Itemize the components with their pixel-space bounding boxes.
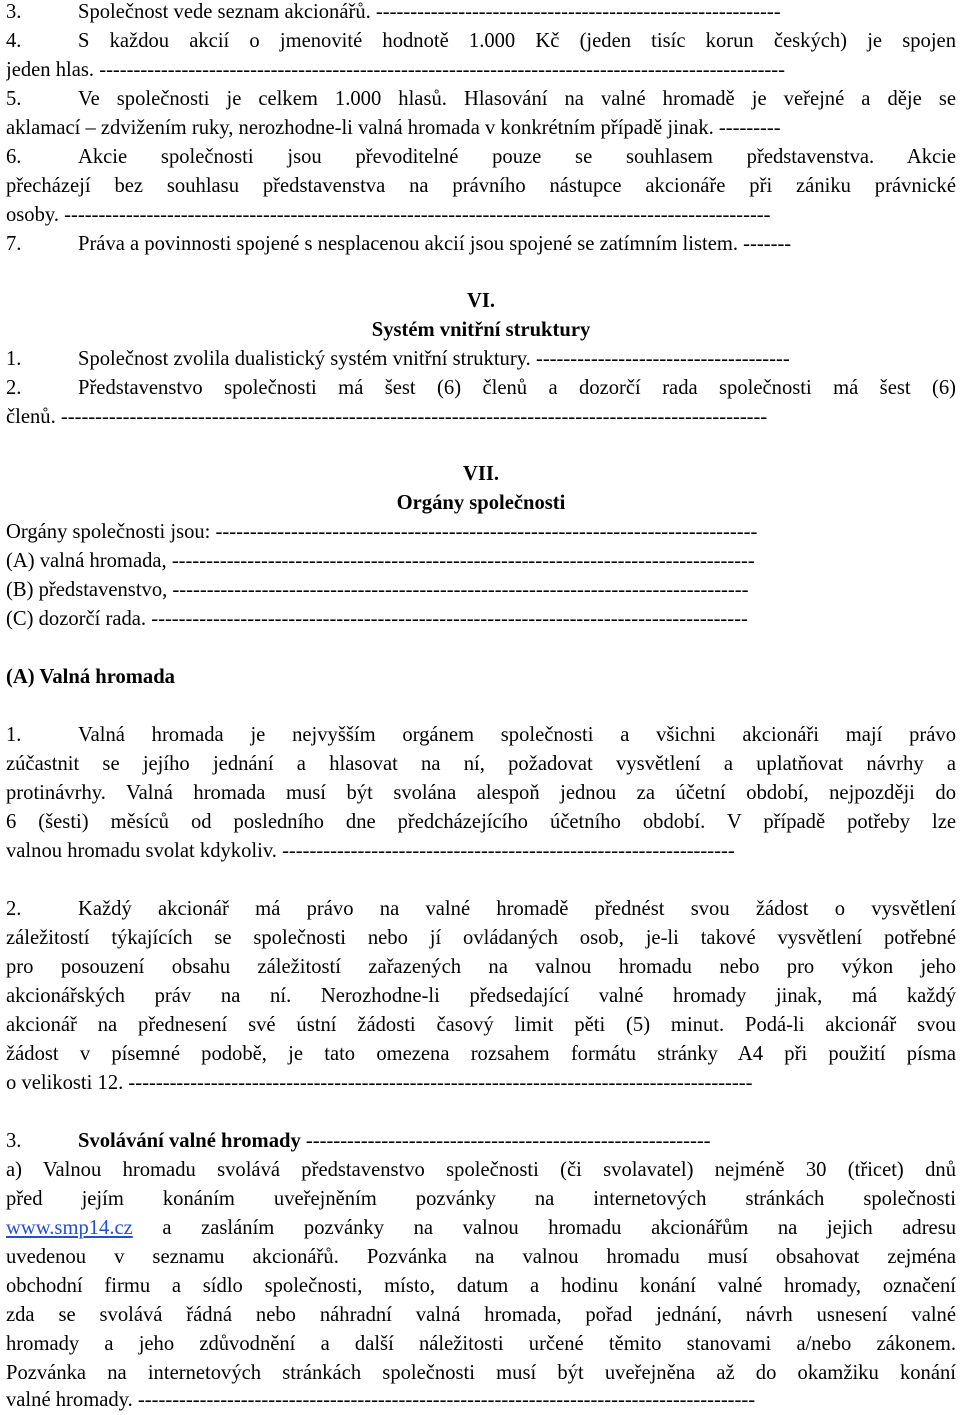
item-number: 1. — [6, 348, 22, 370]
text-line: Orgány společnosti jsou: ------------------------------------------------------------------------------- — [6, 521, 758, 543]
text-line: akcionář na přednesení své ústní žádosti časový limit pěti (5) minut. Podá-li akcionář svou — [6, 1014, 956, 1036]
text-line: valnou hromadu svolat kdykoliv. ------------------------------------------------------------------ — [6, 840, 735, 862]
subheading: (A) Valná hromada — [6, 666, 175, 688]
item-text: Valná hromada je nejvyšším orgánem společnosti a všichni akcionáři mají právo — [78, 724, 956, 746]
text-line: (B) představenstvo, ------------------------------------------------------------------------------------ — [6, 579, 749, 601]
item-text: Společnost vede seznam akcionářů. ----------------------------------------------------------- — [78, 1, 781, 23]
section-number: VI. — [466, 290, 496, 312]
text-line — [6, 1214, 956, 1243]
text-line: 6 (šesti) měsíců od posledního dne předcházejícího účetního období. V případě potřeby lze — [6, 811, 956, 833]
section-title: Orgány společnosti — [396, 492, 566, 514]
paragraph-heading: Svolávání valné hromady — [78, 1130, 301, 1152]
text-line: uvedenou v seznamu akcionářů. Pozvánka na valnou hromadu musí obsahovat zejména — [6, 1246, 956, 1268]
text-line: zúčastnit se jejího jednání a hlasovat na ní, požadovat vysvětlení a uplatňovat návrhy a — [6, 753, 956, 775]
list-item — [6, 721, 956, 750]
item-number: 4. — [6, 30, 22, 52]
list-item — [6, 0, 956, 27]
item-number: 3. — [6, 1, 22, 23]
text-line: a) Valnou hromadu svolává představenstvo společnosti (či svolavatel) nejméně 30 (třicet) dnů — [6, 1159, 956, 1181]
text-line: jeden hlas. ---------------------------------------------------------------------------------------------------- — [6, 59, 786, 81]
list-item — [6, 143, 956, 172]
list-item — [6, 345, 956, 374]
section-title: Systém vnitřní struktury — [371, 319, 591, 341]
list-item — [6, 85, 956, 114]
item-text: Každý akcionář má právo na valné hromadě přednést svou žádost o vysvětlení — [78, 898, 956, 920]
text-line: obchodní firmu a sídlo společnosti, místo, datum a hodinu konání valné hromady, označení — [6, 1275, 956, 1297]
item-number: 2. — [6, 377, 22, 399]
heading-dashes: ----------------------------------------------------------- — [300, 1130, 711, 1152]
website-link[interactable]: www.smp14.cz — [6, 1217, 133, 1239]
list-item — [6, 895, 956, 924]
text-line: hromady a jeho zdůvodnění a další náležitosti určené těmito stanovami a/nebo zákonem. — [6, 1333, 956, 1355]
item-text: Ve společnosti je celkem 1.000 hlasů. Hlasování na valné hromadě je veřejné a děje se — [78, 88, 956, 110]
item-number: 3. — [6, 1130, 22, 1152]
item-text: Práva a povinnosti spojené s nesplacenou akcií jsou spojené se zatímním listem. ------- — [78, 233, 792, 255]
text-line: (C) dozorčí rada. --------------------------------------------------------------------------------------- — [6, 608, 748, 630]
text-line: pro posouzení obsahu záležitostí zařazených na valnou hromadu nebo pro výkon jeho — [6, 956, 956, 978]
item-number: 2. — [6, 898, 22, 920]
item-text: S každou akcií o jmenovité hodnotě 1.000 Kč (jeden tisíc korun českých) je spojen — [78, 30, 956, 52]
text-line: záležitostí týkajících se společnosti nebo jí ovládaných osob, je-li takové vysvětlení potřebné — [6, 927, 956, 949]
section-number: VII. — [462, 463, 500, 485]
text-line: před jejím konáním uveřejněním pozvánky na internetových stránkách společnosti — [6, 1188, 956, 1210]
item-number: 6. — [6, 146, 22, 168]
text-line: protinávrhy. Valná hromada musí být svolána alespoň jednou za účetní období, nejpozději do — [6, 782, 956, 804]
text-line: přecházejí bez souhlasu představenstva na právního nástupce akcionáře při zániku právnické — [6, 175, 956, 197]
list-item — [6, 374, 956, 403]
text-line: členů. ------------------------------------------------------------------------------------------------------- — [6, 406, 768, 428]
text-line: aklamací – zdvižením ruky, nerozhodne-li valná hromada v konkrétním případě jinak. --------- — [6, 117, 781, 139]
item-text: Představenstvo společnosti má šest (6) členů a dozorčí rada společnosti má šest (6) — [78, 377, 956, 399]
item-number: 1. — [6, 724, 22, 746]
list-item — [6, 230, 956, 259]
item-number: 5. — [6, 88, 22, 110]
text-line: zda se svolává řádná nebo náhradní valná hromada, pořad jednání, návrh usnesení valné — [6, 1304, 956, 1326]
item-number: 7. — [6, 233, 22, 255]
paragraph-heading-line — [6, 1127, 956, 1156]
text-line: žádost v písemné podobě, je tato omezena rozsahem formátu stránky A4 při použití písma — [6, 1043, 956, 1065]
text-line: valné hromady. ------------------------------------------------------------------------------------------ — [6, 1389, 756, 1411]
item-text: Akcie společnosti jsou převoditelné pouze se souhlasem představenstva. Akcie — [78, 146, 956, 168]
text-line: Pozvánka na internetových stránkách společnosti musí být uveřejněna až do okamžiku konání — [6, 1362, 956, 1384]
link-rest-text: a zasláním pozvánky na valnou hromadu akcionářům na jejich adresu — [162, 1217, 956, 1239]
text-line: osoby. ------------------------------------------------------------------------------------------------------- — [6, 204, 771, 226]
text-line: akcionářských práv na ní. Nerozhodne-li předsedající valné hromady jinak, má každý — [6, 985, 956, 1007]
item-text: Společnost zvolila dualistický systém vnitřní struktury. ------------------------------------- — [78, 348, 790, 370]
text-line: o velikosti 12. ------------------------------------------------------------------------------------------- — [6, 1072, 753, 1094]
text-line: (A) valná hromada, ------------------------------------------------------------------------------------- — [6, 550, 755, 572]
list-item — [6, 27, 956, 56]
